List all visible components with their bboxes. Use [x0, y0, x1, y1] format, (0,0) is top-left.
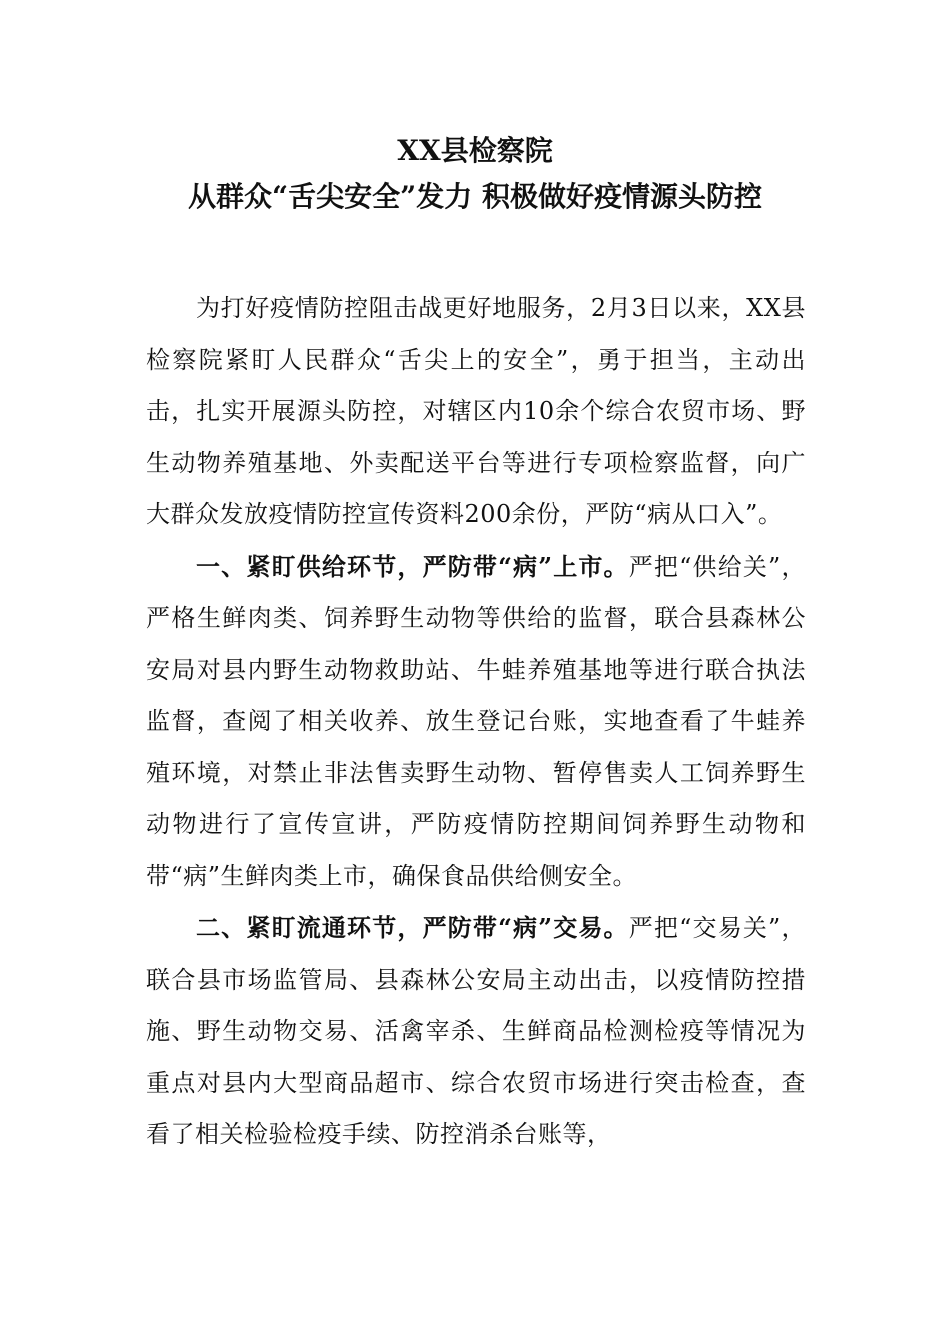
paragraph-section-1: [146, 541, 806, 903]
paragraph-text: 严把“供给关”，严格生鲜肉类、饲养野生动物等供给的监督，联合县森林公安局对县内野生动物救助站、牛蛙养殖基地等进行联合执法监督，查阅了相关收养、放生登记台账，实地查看了牛蛙养殖环境，对禁止非法售卖野生动物、暂停售卖人工饲养野生动物进行了宣传宣讲，严防疫情防控期间饲养野生动物和带“病”生鲜肉类上市，确保食品供给侧安全。: [146, 552, 807, 890]
paragraph-intro: [146, 282, 806, 541]
paragraph-section-2: [146, 902, 806, 1161]
paragraph-text: 严把“交易关”，联合县市场监管局、县森林公安局主动出击，以疫情防控措施、野生动物交易、活禽宰杀、生鲜商品检测检疫等情况为重点对县内大型商品超市、综合农贸市场进行突击检查，查看了相关检验检疫手续、防控消杀台账等，: [146, 914, 807, 1148]
document-title: [0, 128, 950, 220]
paragraph-text: 为打好疫情防控阻击战更好地服务，2月3日以来，XX县检察院紧盯人民群众“舌尖上的安全”，勇于担当，主动出击，扎实开展源头防控，对辖区内10余个综合农贸市场、野生动物养殖基地、外卖配送平台等进行专项检察监督，向广大群众发放疫情防控宣传资料200余份，严防“病从口入”。: [146, 294, 806, 528]
section-heading: 二、紧盯流通环节，严防带“病”交易。: [196, 913, 629, 942]
title-line-2: 从群众“舌尖安全”发力 积极做好疫情源头防控: [188, 180, 762, 213]
title-line-1: XX县检察院: [397, 134, 553, 167]
document-body: [146, 282, 806, 1161]
section-heading: 一、紧盯供给环节，严防带“病”上市。: [196, 551, 629, 581]
